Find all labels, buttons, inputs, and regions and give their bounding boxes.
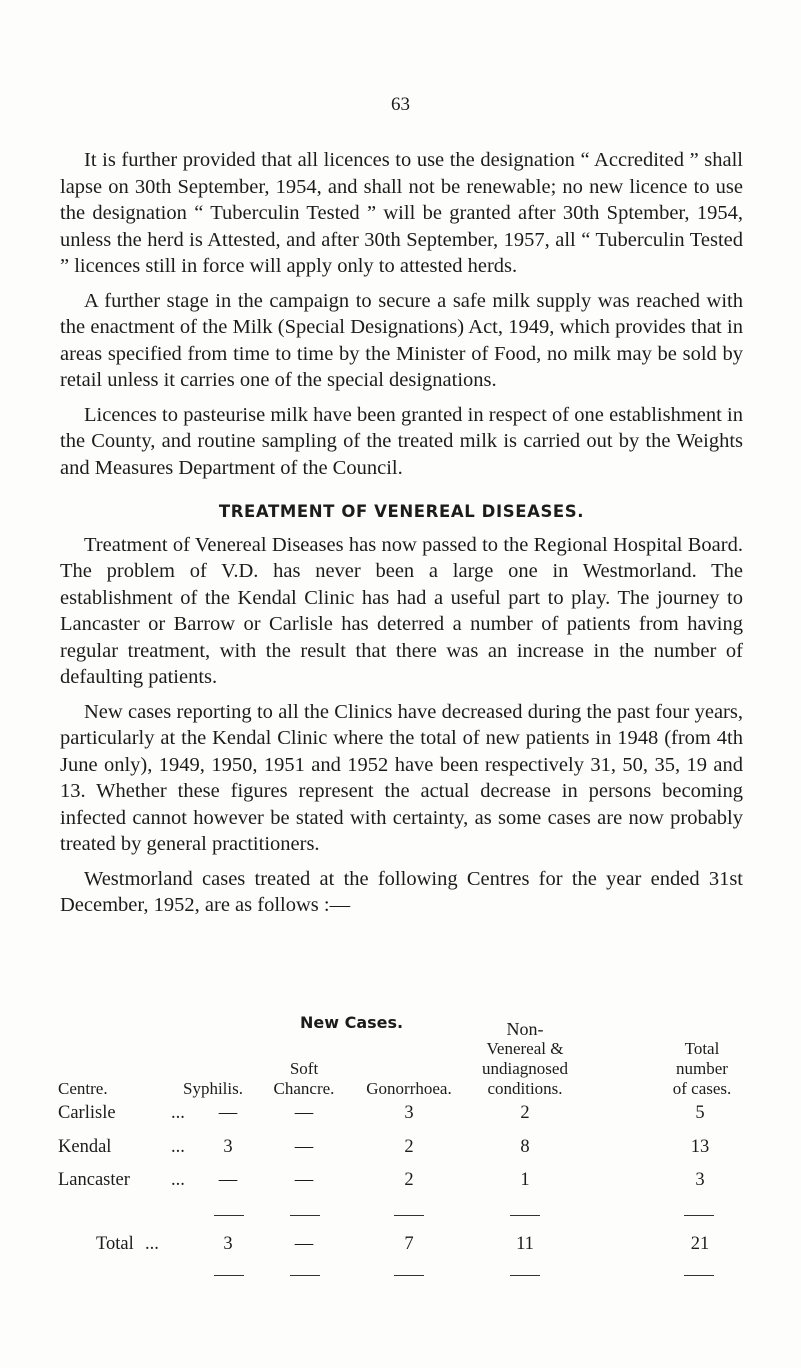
cell-non-venereal: 11 xyxy=(516,1234,534,1254)
cell-soft-chancre: — xyxy=(294,1103,314,1123)
leader-dots: ... xyxy=(171,1103,185,1123)
header-soft-chancre-line-2: Chancre. xyxy=(273,1079,335,1098)
paragraph-milk-act: A further stage in the campaign to secure a safe milk supply was reached with the enactment of the Milk (Special Designations) Act, 1949, which provides that in areas specified from time to time by the Minister of Food, no milk may be sold by retail unless it carries one of the special designations. xyxy=(60,289,743,391)
rule-divider xyxy=(510,1215,540,1216)
header-total xyxy=(652,1039,752,1099)
rule-divider xyxy=(394,1215,424,1216)
cell-syphilis: 3 xyxy=(223,1234,233,1254)
paragraph-vd-treatment: Treatment of Venereal Diseases has now passed to the Regional Hospital Board. The problem of V.D. has never been a large one in Westmorland. The establishment of the Kendal Clinic has had a useful part to play. The journey to Lancaster or Barrow or Carlisle has deterred a number of patients from having regular treatment, with the result that there was an increase in the number of defaulting patients. xyxy=(60,533,743,688)
cell-soft-chancre: — xyxy=(294,1137,314,1157)
cell-syphilis: — xyxy=(218,1103,238,1123)
header-syphilis: Syphilis. xyxy=(183,1079,243,1098)
cell-gonorrhoea: 2 xyxy=(404,1137,414,1157)
paragraph-accredited-licences: It is further provided that all licences to use the designation “ Accredited ” shall lapse on 30th September, 1954, and shall not be renewable; no new licence to use the designation “ Tuberculin Tested ” will be granted after 30th Sptember, 1954, unless the herd is Attested, and after 30th September, 1957, all “ Tuberculin Tested ” licences still in force will apply only to attested herds. xyxy=(60,149,743,277)
cell-non-venereal: 2 xyxy=(520,1103,530,1123)
rule-divider xyxy=(684,1215,714,1216)
header-gonorrhoea: Gonorrhoea. xyxy=(366,1079,452,1098)
header-non-venereal-line-4: conditions. xyxy=(487,1079,563,1098)
cell-gonorrhoea: 3 xyxy=(404,1103,414,1123)
cell-total: 13 xyxy=(690,1137,710,1157)
row-centre: Total xyxy=(96,1234,134,1254)
rule-divider xyxy=(214,1275,244,1276)
cell-non-venereal: 1 xyxy=(520,1170,530,1190)
cell-syphilis: 3 xyxy=(223,1137,233,1157)
new-cases-header: New Cases. xyxy=(300,1013,404,1032)
page-number: 63 xyxy=(391,94,410,115)
paragraph-westmorland-cases: Westmorland cases treated at the following Centres for the year ended 31st December, 1952, are as follows :— xyxy=(60,867,743,916)
header-soft-chancre-line-1: Soft xyxy=(289,1059,319,1078)
header-total-line-1: Total xyxy=(684,1039,720,1058)
header-non-venereal xyxy=(460,1019,590,1099)
rule-divider xyxy=(510,1275,540,1276)
rule-divider xyxy=(290,1215,320,1216)
cell-non-venereal: 8 xyxy=(520,1137,530,1157)
row-centre: Lancaster xyxy=(58,1170,130,1190)
rule-divider xyxy=(684,1275,714,1276)
header-total-line-3: of cases. xyxy=(672,1079,732,1098)
cell-syphilis: — xyxy=(218,1170,238,1190)
row-centre: Carlisle xyxy=(58,1103,116,1123)
header-non-venereal-line-2: Venereal & xyxy=(486,1039,564,1058)
cell-gonorrhoea: 2 xyxy=(404,1170,414,1190)
rule-divider xyxy=(290,1275,320,1276)
cell-total: 5 xyxy=(695,1103,705,1123)
cases-table xyxy=(58,1013,748,1333)
row-centre: Kendal xyxy=(58,1137,112,1157)
leader-dots: ... xyxy=(145,1234,159,1254)
paragraph-new-cases: New cases reporting to all the Clinics have decreased during the past four years, particularly at the Kendal Clinic where the total of new patients in 1948 (from 4th June only), 1949, 1950, 1951 and 1952 have been respectively 31, 50, 35, 19 and 13. Whether these figures represent the actual decrease in persons becoming infected cannot however be stated with certainty, as some cases are now probably treated by general practitioners. xyxy=(60,700,743,855)
header-non-venereal-line-1: Non- xyxy=(506,1019,544,1039)
header-total-line-2: number xyxy=(676,1059,728,1078)
leader-dots: ... xyxy=(171,1137,185,1157)
leader-dots: ... xyxy=(171,1170,185,1190)
rule-divider xyxy=(214,1215,244,1216)
cell-gonorrhoea: 7 xyxy=(404,1234,414,1254)
cell-total: 21 xyxy=(690,1234,710,1254)
paragraph-pasteurise-licences: Licences to pasteurise milk have been granted in respect of one establishment in the County, and routine sampling of the treated milk is carried out by the Weights and Measures Department of the Council. xyxy=(60,403,743,479)
header-centre: Centre. xyxy=(58,1079,108,1098)
body-text xyxy=(60,147,743,927)
section-heading: TREATMENT OF VENEREAL DISEASES. xyxy=(218,502,585,521)
header-non-venereal-line-3: undiagnosed xyxy=(482,1059,568,1078)
rule-divider xyxy=(394,1275,424,1276)
cell-soft-chancre: — xyxy=(294,1234,314,1254)
header-soft-chancre xyxy=(254,1059,354,1099)
cell-soft-chancre: — xyxy=(294,1170,314,1190)
cell-total: 3 xyxy=(695,1170,705,1190)
